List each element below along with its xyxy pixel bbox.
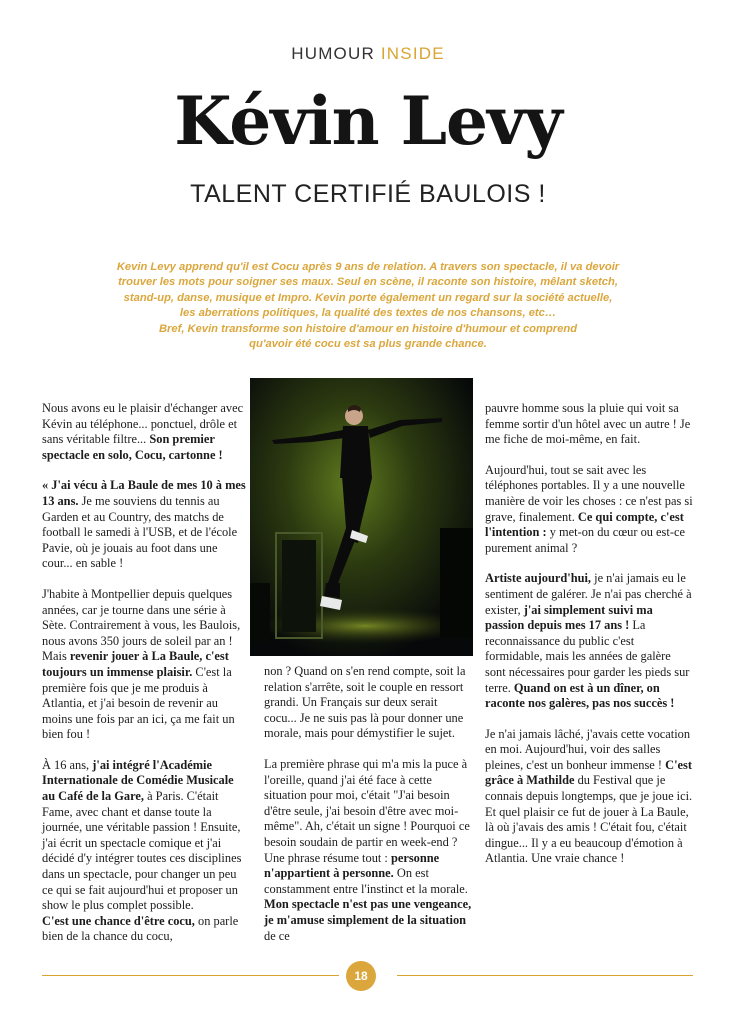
text-run: C'est la première fois que je me produis à Atlantia, et j'ai besoin de revenir au moins une fois par an ici, ça me fait un bien fou ! — [42, 664, 235, 742]
text-run: pauvre homme sous la pluie qui voit sa femme sortir d'un hôtel avec un autre ! Je me fiche de moi-même, en fait. — [485, 401, 691, 447]
text-run: non ? Quand on s'en rend compte, soit la relation s'arrête, soit le couple en ressort grandi. Un Français sur deux serait cocu... Je ne suis pas là pour donner une morale, mais pour démystifier le sujet. — [264, 664, 466, 741]
bold-run: Ce qui compte, c'est l'intention : — [485, 509, 684, 540]
paragraph — [264, 757, 472, 944]
paragraph — [485, 571, 693, 711]
text-run: À 16 ans, — [42, 757, 93, 772]
kicker-humour: HUMOUR — [291, 44, 375, 63]
column-3 — [485, 401, 693, 867]
bold-run: Artiste aujourd'hui, — [485, 571, 592, 586]
bold-run: j'ai simplement suivi ma passion depuis mes 17 ans ! — [485, 602, 653, 633]
section-kicker — [0, 44, 736, 64]
text-run: Nous avons eu le plaisir d'échanger avec Kévin au téléphone... ponctuel, drôle et sans véritable filtre... — [42, 401, 244, 447]
bold-run: Son premier spectacle en solo, Cocu, cartonne ! — [42, 432, 223, 462]
bold-run: C'est une chance d'être cocu, — [42, 913, 195, 928]
bold-run: Quand on est à un dîner, on raconte nos galères, pas nos succès ! — [485, 680, 675, 711]
intro-line: Bref, Kevin transforme son histoire d'amour en histoire d'humour et comprend — [158, 322, 578, 335]
paragraph — [485, 401, 693, 448]
intro-line: les aberrations politiques, la qualité des textes de nos chansons, etc… — [179, 307, 557, 320]
text-run: à Paris. C'était Fame, avec chant et danse toute la journée, une véritable passion ! Ensuite, j'ai écrit un spectacle comique et j'ai décidé d'y intégrer toutes ces disciplines dans un spectacle, pour changer un peu ce qui se fait aujourd'hui et proposer un show le plus complet possible. — [42, 789, 242, 913]
bold-run: C'est grâce à Mathilde — [485, 757, 692, 788]
footer-rule-left — [42, 975, 339, 976]
page-number-badge: 18 — [346, 961, 376, 991]
text-run: on parle bien de la chance du cocu, — [42, 913, 239, 944]
column-1 — [42, 401, 248, 945]
footer-rule-right — [397, 975, 693, 976]
bold-run: revenir jouer à La Baule, c'est toujours un immense plaisir. — [42, 649, 229, 679]
text-run: La première phrase qui m'a mis la puce à l'oreille, quand j'ai été face à cette situation pour moi, c'était "J'ai besoin d'être seule, j'ai besoin d'être avec moi-même". Ah, c'était un signe ! Pourquoi ce besoin soudain de partir en week-end ? Une phrase résume tout : — [264, 756, 470, 865]
column-2 — [264, 664, 472, 944]
paragraph — [485, 463, 693, 557]
paragraph — [42, 478, 248, 572]
intro-line: qu'avoir été cocu est sa plus grande chance. — [249, 338, 487, 351]
paragraph — [42, 587, 248, 743]
text-run: J'habite à Montpellier depuis quelques années, car je tourne dans une série à Sète. Contrairement à vous, les Baulois, nous avons 350 jours de soleil par an ! Mais — [42, 586, 241, 664]
article-subtitle: TALENT CERTIFIÉ BAULOIS ! — [190, 180, 546, 208]
bold-run: j'ai intégré l'Académie Internationale de Comédie Musicale au Café de la Gare, — [42, 757, 234, 804]
intro-line: stand-up, danse, musique et Impro. Kevin porte également un regard sur la société actuelle, — [123, 291, 613, 304]
bold-run: « J'ai vécu à La Baule de mes 10 à mes 13 ans. — [42, 478, 246, 508]
bold-run: Mon spectacle n'est pas une vengeance, je m'amuse simplement de la situation — [264, 897, 472, 927]
text-run: Je me souviens du tennis au Garden et au Country, des matchs de football le samedi à l'USB, et de l'école Pavie, où je jouais au foot dans une cour... en sable ! — [42, 493, 238, 571]
intro-paragraph — [92, 260, 644, 352]
article-title: Kévin Levy — [174, 82, 562, 160]
text-run: Aujourd'hui, tout se sait avec les téléphones portables. Il y a une nouvelle manière de voir les choses : ce n'est pas si grave, finalement. — [485, 462, 693, 524]
paragraph — [42, 401, 248, 463]
text-run: y met-on du cœur ou est-ce purement animal ? — [485, 525, 685, 555]
text-run: du Festival que je connais depuis longtemps, que je joue ici. Et quel plaisir ce fut de jouer à La Baule, là où j'avais des amis ! C'était fou, c'était dingue... Il y a eu beaucoup d'émotion à Atlantia. Une vraie chance ! — [485, 773, 693, 866]
paragraph — [264, 664, 472, 742]
text-run: je n'ai jamais eu le sentiment de galérer. Je n'ai pas cherché à exister, — [485, 571, 692, 617]
text-run: de ce — [264, 928, 290, 943]
intro-line: trouver les mots pour soigner ses maux. Seul en scène, il raconte son histoire, mêlant sketch, — [118, 276, 618, 289]
photo-illustration — [250, 378, 473, 656]
paragraph — [42, 758, 248, 914]
text-run: La reconnaissance du public c'est formidable, mais les années de galère sont nécessaires pour garder les pieds sur terre. — [485, 618, 690, 695]
performer-jumping-photo — [250, 378, 473, 656]
intro-line: Kevin Levy apprend qu'il est Cocu après 9 ans de relation. A travers son spectacle, il va devoir — [116, 261, 620, 273]
text-run: On est constamment entre l'instinct et la morale. — [264, 866, 468, 896]
paragraph — [485, 727, 693, 867]
kicker-inside: INSIDE — [380, 44, 445, 63]
bold-run: personne n'appartient à personne. — [264, 850, 440, 881]
paragraph — [42, 914, 248, 945]
text-run: Je n'ai jamais lâché, j'avais cette vocation en moi. Aujourd'hui, voir des salles pleines, c'est un bonheur immense ! — [485, 726, 691, 772]
